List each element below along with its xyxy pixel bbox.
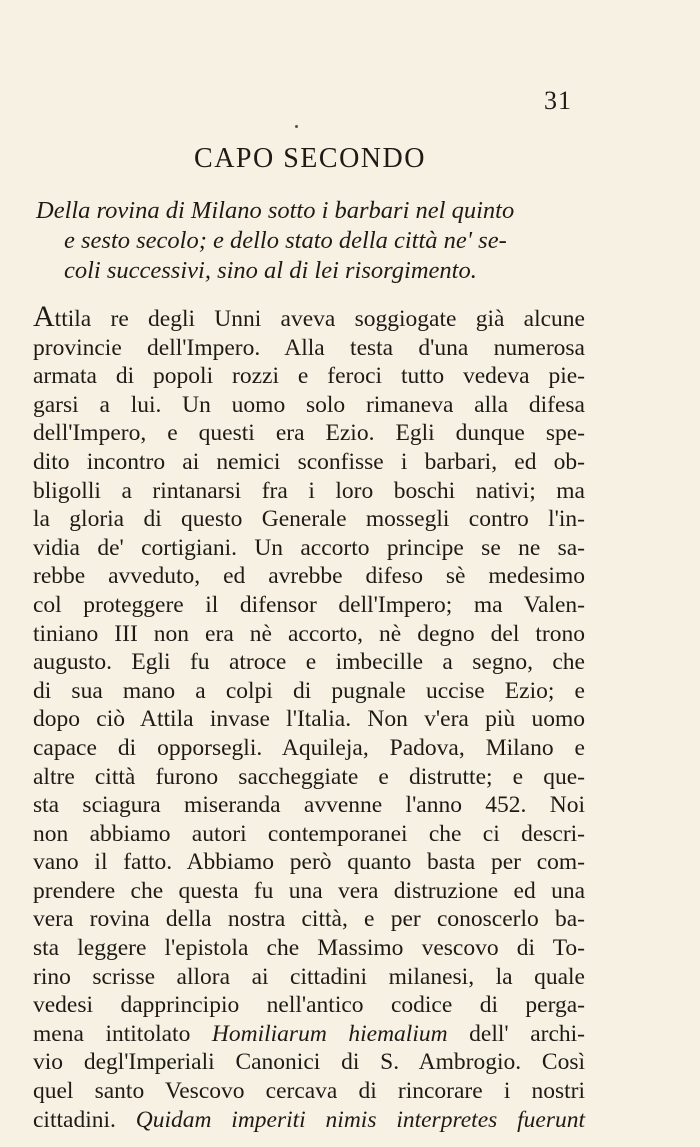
body-line: augusto. Egli fu atroce e imbecille a segno, che: [33, 649, 585, 676]
body-line: non abbiamo autori contemporanei che ci descri-: [33, 820, 585, 847]
body-line: armata di popoli rozzi e feroci tutto vedeva pie-: [33, 363, 585, 390]
body-line: vedesi dapprincipio nell'antico codice di perga-: [33, 992, 585, 1019]
body-line: sta leggere l'epistola che Massimo vescovo di To-: [33, 935, 585, 962]
body-line: provincie dell'Impero. Alla testa d'una numerosa: [33, 334, 585, 361]
body-line: dell'Impero, e questi era Ezio. Egli dunque spe-: [33, 420, 585, 447]
body-line: cittadini. Quidam imperiti nimis interpretes fuerunt: [33, 1106, 585, 1133]
body-line: rino scrisse allora ai cittadini milanesi, la quale: [33, 963, 585, 990]
body-line: garsi a lui. Un uomo solo rimaneva alla difesa: [33, 391, 585, 418]
italic-quote: Quidam imperiti nimis interpretes fuerunt: [135, 1106, 585, 1133]
page-number: 31: [544, 86, 572, 115]
subtitle-line: coli successivi, sino al di lei risorgimento.: [64, 257, 477, 284]
italic-title: Homiliarum hiemalium: [211, 1020, 448, 1047]
body-line: vano il fatto. Abbiamo però quanto basta per com-: [33, 849, 585, 876]
body-line: Attila re degli Unni aveva soggiogate già alcune: [33, 300, 585, 333]
body-line: la gloria di questo Generale mossegli contro l'in-: [33, 506, 585, 533]
subtitle-line: Della rovina di Milano sotto i barbari nel quinto: [36, 197, 515, 224]
body-line: vidia de' cortigiani. Un accorto principe se ne sa-: [33, 534, 585, 561]
body-line: bligolli a rintanarsi fra i loro boschi nativi; ma: [33, 477, 585, 504]
print-speck: [295, 125, 298, 128]
body-line: rebbe avveduto, ed avrebbe difeso sè medesimo: [33, 563, 585, 590]
body-line: altre città furono saccheggiate e distrutte; e que-: [33, 763, 585, 790]
body-line: col proteggere il difensor dell'Impero; ma Valen-: [33, 591, 585, 618]
body-line: dopo ciò Attila invase l'Italia. Non v'era più uomo: [33, 706, 585, 733]
body-line: mena intitolato Homiliarum hiemalium dell' archi-: [33, 1020, 586, 1047]
body-line: capace di opporsegli. Aquileja, Padova, Milano e: [33, 734, 585, 761]
body-line: sta sciagura miseranda avvenne l'anno 452. Noi: [33, 792, 585, 819]
subtitle-line: e sesto secolo; e dello stato della città ne' se-: [64, 227, 507, 254]
body-paragraph: [33, 300, 586, 1134]
body-line: quel santo Vescovo cercava di rincorare i nostri: [33, 1078, 585, 1105]
body-line: vera rovina della nostra città, e per conoscerlo ba-: [33, 906, 585, 933]
body-line: di sua mano a colpi di pugnale uccise Ezio; e: [33, 677, 585, 704]
chapter-subtitle: [36, 196, 596, 286]
chapter-title: CAPO SECONDO: [194, 143, 426, 174]
body-line: prendere che questa fu una vera distruzione ed una: [33, 877, 585, 904]
initial-letter: A: [33, 300, 55, 333]
body-line: vio degl'Imperiali Canonici di S. Ambrogio. Così: [33, 1049, 585, 1076]
body-line: dito incontro ai nemici sconfisse i barbari, ed ob-: [33, 448, 585, 475]
body-line: tiniano III non era nè accorto, nè degno del trono: [33, 620, 585, 647]
